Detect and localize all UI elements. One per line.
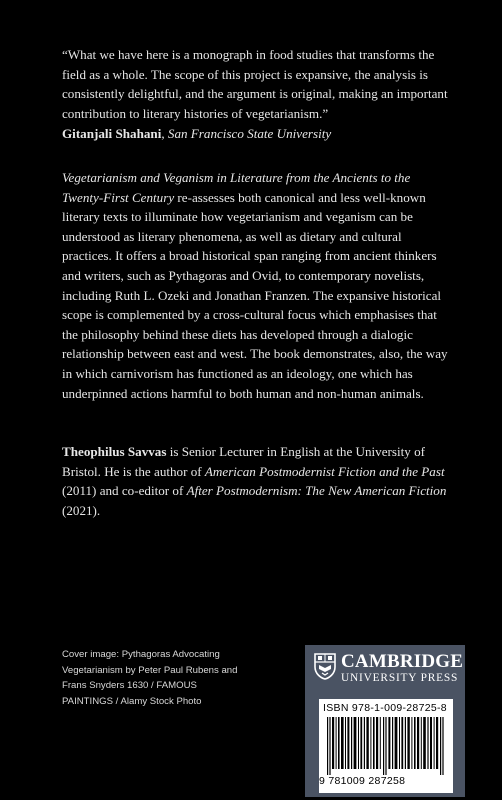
endorsement-quote bbox=[62, 45, 452, 123]
book-description bbox=[62, 168, 452, 403]
quote-attribution bbox=[62, 124, 452, 144]
publisher-line-2: UNIVERSITY PRESS bbox=[341, 672, 459, 684]
description-body: re-assesses both canonical and less well-known literary texts to illuminate how vegetarianism and veganism can be understood as literary phenomena, as well as dietary and cultural practices. It offers a broad historical span ranging from ancient thinkers and writers, such as Pythagoras and Ovid, to contemporary novelists, including Ruth L. Ozeki and Jonathan Franzen. The expansive historical scope is complemented by a cross-cultural focus which emphasises that the philosophy behind these diets has developed through a dialogic relationship between east and west. The book demonstrates, also, the way in which carnivorism has functioned as an ideology, one which has underpinned actions harmful to both human and non-human animals. bbox=[62, 189, 448, 401]
barcode-bars bbox=[327, 717, 445, 775]
barcode-digits: 9 781009 287258 bbox=[319, 775, 406, 787]
publisher-line-1: CAMBRIDGE bbox=[341, 651, 464, 672]
book-title: Vegetarianism and Veganism in Literature from the Ancients to the Twenty-First Century bbox=[62, 170, 411, 205]
isbn-barcode bbox=[319, 699, 453, 793]
bio-work-2: After Postmodernism: The New American Fiction bbox=[186, 483, 447, 499]
cambridge-crest-icon bbox=[314, 653, 336, 680]
bio-text-2: (2011) and co-editor of bbox=[62, 483, 187, 499]
publisher-name bbox=[341, 652, 463, 684]
quote-author: Gitanjali Shahani bbox=[62, 126, 162, 141]
author-name: Theophilus Savvas bbox=[62, 444, 167, 459]
isbn-label: ISBN 978-1-009-28725-8 bbox=[323, 702, 447, 714]
quote-affiliation: San Francisco State University bbox=[167, 126, 332, 141]
bio-work-1: American Postmodernist Fiction and the Past bbox=[204, 463, 445, 479]
bio-text-1: is Senior Lecturer in English at the University of Bristol. He is the author of bbox=[62, 444, 425, 479]
cover-image-credit: Cover image: Pythagoras Advocating Vegetarianism by Peter Paul Rubens and Frans Snyders 1630 / FAMOUS PAINTINGS / Alamy Stock Photo bbox=[62, 649, 238, 707]
author-bio bbox=[62, 442, 452, 520]
publisher-panel bbox=[305, 645, 465, 797]
bio-text-3: (2021). bbox=[62, 502, 101, 518]
attr-comma: , bbox=[161, 126, 168, 141]
quote-text: “What we have here is a monograph in food studies that transforms the field as a whole. The scope of this project is expansive, the analysis is consistently delightful, and the argument is original, making an important contribution to literary histories of vegetarianism.” bbox=[62, 47, 448, 121]
